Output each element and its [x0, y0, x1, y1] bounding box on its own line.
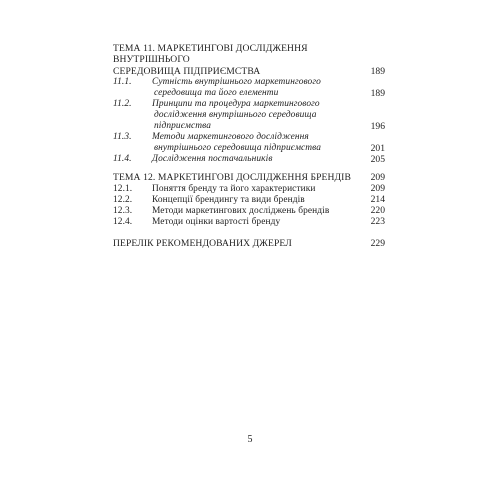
toc-item-text: [113, 184, 357, 195]
toc-item-number: 12.3.: [113, 205, 133, 216]
toc-item-text: [113, 206, 357, 217]
toc-item-text: [113, 99, 357, 132]
toc-item-number: 12.2.: [113, 194, 133, 205]
toc-item-12-4: [113, 217, 385, 228]
toc-item-text: [113, 195, 357, 206]
toc-section-topic-12: [113, 172, 385, 227]
page-number: 5: [247, 434, 253, 445]
toc-item-title: Методи маркетингового дослідження внутрішнього середовища підприємства: [152, 132, 322, 154]
toc-item-page: 189: [370, 87, 385, 99]
toc-item-12-2: [113, 195, 385, 206]
toc-item-11-4: [113, 154, 385, 165]
toc-item-12-3: [113, 206, 385, 217]
toc-item-page: 220: [370, 205, 385, 217]
toc-section-references: [113, 238, 385, 249]
toc-item-text: [113, 77, 357, 99]
toc-item-number: 11.4.: [113, 154, 132, 165]
toc-chapter-11-page: 189: [370, 65, 385, 77]
toc-chapter-12-page: 209: [370, 172, 385, 184]
toc-item-page: 196: [370, 120, 385, 132]
toc-item-page: 214: [370, 194, 385, 206]
toc-item-page: 201: [370, 142, 385, 154]
toc-item-title: Сутність внутрішнього маркетингового середовища та його елементи: [152, 77, 321, 99]
toc-item-11-1: [113, 77, 385, 99]
toc-chapter-11-title-line2: СЕРЕДОВИЩА ПІДПРИЄМСТВА: [113, 65, 261, 77]
toc-item-11-3: [113, 132, 385, 154]
toc-item-number: 12.4.: [113, 216, 133, 227]
toc-item-title: Принципи та процедура маркетингового дослідження внутрішнього середовища підприємства: [152, 99, 320, 132]
toc-item-number: 11.2.: [113, 99, 132, 110]
toc-item-page: 209: [370, 183, 385, 195]
toc-item-text: [113, 132, 357, 154]
toc-item-page: 205: [370, 153, 385, 165]
toc-item-number: 11.1.: [113, 77, 132, 88]
toc-item-11-2: [113, 99, 385, 132]
toc-item-title: Методи оцінки вартості бренду: [152, 216, 281, 227]
toc-item-title: Концепції брендингу та види брендів: [152, 194, 305, 205]
toc-section-topic-11: [113, 43, 385, 165]
toc-references-title: ПЕРЕЛІК РЕКОМЕНДОВАНИХ ДЖЕРЕЛ: [113, 237, 292, 249]
toc-item-title: Поняття бренду та його характеристики: [152, 183, 316, 194]
toc-references: [113, 238, 385, 249]
toc-chapter-11: [113, 43, 385, 77]
toc-item-text: [113, 154, 357, 165]
toc-references-page: 229: [370, 237, 385, 249]
toc-chapter-11-title-line1: ТЕМА 11. МАРКЕТИНГОВІ ДОСЛІДЖЕННЯ ВНУТРІШНЬОГО: [113, 43, 308, 66]
toc-item-title: Дослідження постачальників: [152, 154, 273, 165]
toc-item-12-1: [113, 184, 385, 195]
toc-chapter-12-title: ТЕМА 12. МАРКЕТИНГОВІ ДОСЛІДЖЕННЯ БРЕНДІВ: [113, 172, 351, 184]
toc-item-number: 11.3.: [113, 132, 132, 143]
toc-item-number: 12.1.: [113, 183, 133, 194]
toc-item-page: 223: [370, 216, 385, 228]
toc-chapter-11-title: [113, 43, 357, 77]
toc-item-title: Методи маркетингових досліджень брендів: [152, 205, 330, 216]
toc-item-text: [113, 217, 357, 228]
table-of-contents: [113, 43, 385, 249]
toc-chapter-12: [113, 172, 385, 183]
